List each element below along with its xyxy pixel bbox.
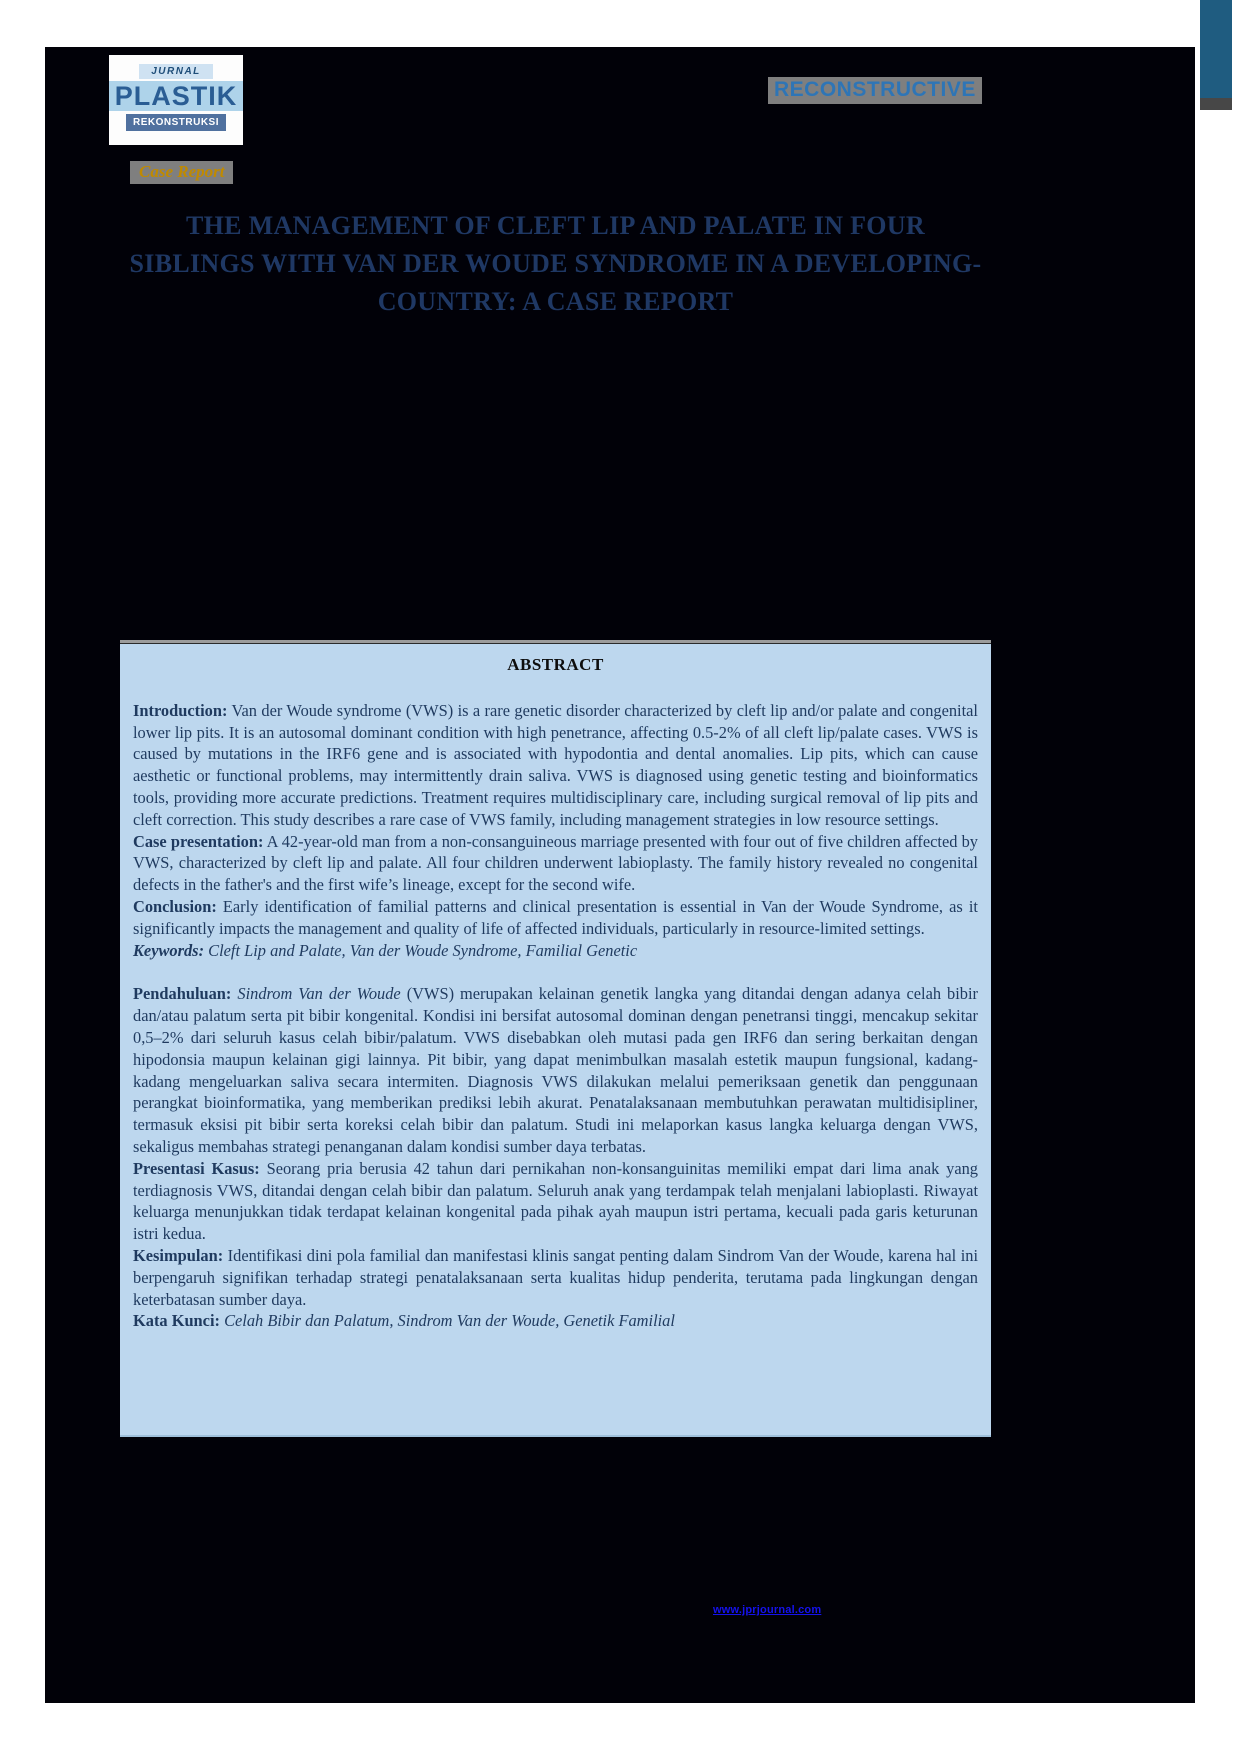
abstract-box [120,640,991,1437]
keywords-label: Keywords: [133,940,205,960]
abstract-paragraph-conclusion [133,896,978,940]
conclusion-label: Conclusion: [133,896,217,916]
article-title-line-2: SIBLINGS WITH VAN DER WOUDE SYNDROME IN A DEVELOPING- [129,249,982,278]
case-presentation-label: Case presentation: [133,831,264,851]
section-banner: RECONSTRUCTIVE [768,77,982,104]
pendahuluan-text: (VWS) merupakan kelainan genetik langka yang ditandai dengan adanya celah bibir dan/atau palatum serta pit bibir kongenital. Kondisi ini bersifat autosomal dominan dengan penetransi tinggi, mencakup sekitar 0,5–2% dari seluruh kasus celah bibir/palatum. VWS disebabkan oleh mutasi pada gen IRF6 dan sering berkaitan dengan hipodonsia maupun kelainan gigi lainnya. Pit bibir, yang dapat menimbulkan masalah estetik maupun fungsional, kadang-kadang mengeluarkan saliva secara intermiten. Diagnosis VWS dilakukan melalui pemeriksaan genetik dan penggunaan perangkat bioinformatika, yang memberikan prediksi lebih akurat. Penatalaksanaan membutuhkan perawatan multidisipliner, termasuk eksisi pit bibir serta koreksi celah bibir dan palatum. Studi ini melaporkan kasus langka keluarga dengan VWS, sekaligus membahas strategi penanganan dalam kondisi sumber daya terbatas. [133,984,978,1156]
article-title-line-3: COUNTRY: A CASE REPORT [377,287,734,316]
abstract-paragraph-pendahuluan [133,983,978,1157]
kata-kunci-label: Kata Kunci: [133,1311,220,1331]
case-presentation-text: A 42-year-old man from a non-consanguineous marriage presented with four out of five children affected by VWS, characterized by cleft lip and palate. All four children underwent labioplasty. The family history revealed no congenital defects in the father's and the first wife’s lineage, except for the second wife. [133,831,978,895]
abstract-paragraph-presentasi-kasus [133,1158,978,1245]
introduction-label: Introduction: [133,700,228,720]
article-title [120,207,991,321]
keywords-text: Cleft Lip and Palate, Van der Woude Syndrome, Familial Genetic [208,940,638,960]
logo-rekonstruksi-label: REKONSTRUKSI [126,114,226,131]
conclusion-text: Early identification of familial patterns and clinical presentation is essential in Van der Woude Syndrome, as it significantly impacts the management and quality of life of affected individuals, particularly in resource-limited settings. [133,896,978,938]
abstract-paragraph-kesimpulan [133,1245,978,1310]
kesimpulan-text: Identifikasi dini pola familial dan manifestasi klinis sangat penting dalam Sindrom Van der Woude, karena hal ini berpengaruh signifikan terhadap strategi penatalaksanaan serta kualitas hidup penderita, terutama pada lingkungan dengan keterbatasan sumber daya. [133,1245,978,1309]
abstract-paragraph-case-presentation [133,831,978,896]
abstract-paragraph-keywords [133,940,978,962]
journal-url-link[interactable]: www.jprjournal.com [713,1604,822,1616]
presentasi-kasus-text: Seorang pria berusia 42 tahun dari pernikahan non-konsanguinitas memiliki empat dari lima anak yang terdiagnosis VWS, ditandai dengan celah bibir dan palatum. Seluruh anak yang terdampak telah menjalani labioplasti. Riwayat keluarga menunjukkan tidak terdapat kelainan kongenital pada pihak ayah maupun istri pertama, kecuali pada garis keturunan istri kedua. [133,1158,979,1244]
introduction-text: Van der Woude syndrome (VWS) is a rare genetic disorder characterized by cleft lip and/or palate and congenital lower lip pits. It is an autosomal dominant condition with high penetrance, affecting 0.5-2% of all cleft lip/palate cases. VWS is caused by mutations in the IRF6 gene and is associated with hypodontia and dental anomalies. Lip pits, which can cause aesthetic or functional problems, may intermittently drain saliva. VWS is diagnosed using genetic testing and bioinformatics tools, providing more accurate predictions. Treatment requires multidisciplinary care, including surgical removal of lip pits and cleft correction. This study describes a rare case of VWS family, including management strategies in low resource settings. [133,700,978,829]
article-type-label: Case Report [130,161,233,184]
pendahuluan-label: Pendahuluan: [133,984,232,1004]
journal-page [45,47,1195,1703]
corner-tab [1200,0,1232,98]
kata-kunci-text: Celah Bibir dan Palatum, Sindrom Van der Woude, Genetik Familial [224,1311,675,1331]
article-title-line-1: THE MANAGEMENT OF CLEFT LIP AND PALATE IN FOUR [186,211,925,240]
kesimpulan-label: Kesimpulan: [133,1245,224,1265]
logo-jurnal-label: JURNAL [139,64,213,79]
journal-logo [109,55,243,145]
logo-plastik-label: PLASTIK [109,81,243,111]
abstract-paragraph-introduction [133,700,978,831]
abstract-heading: ABSTRACT [507,655,604,674]
corner-tab-shadow-icon [1200,98,1232,110]
presentasi-kasus-label: Presentasi Kasus: [133,1158,260,1178]
pendahuluan-italic-lead: Sindrom Van der Woude [237,984,401,1004]
abstract-paragraph-kata-kunci [133,1310,978,1332]
